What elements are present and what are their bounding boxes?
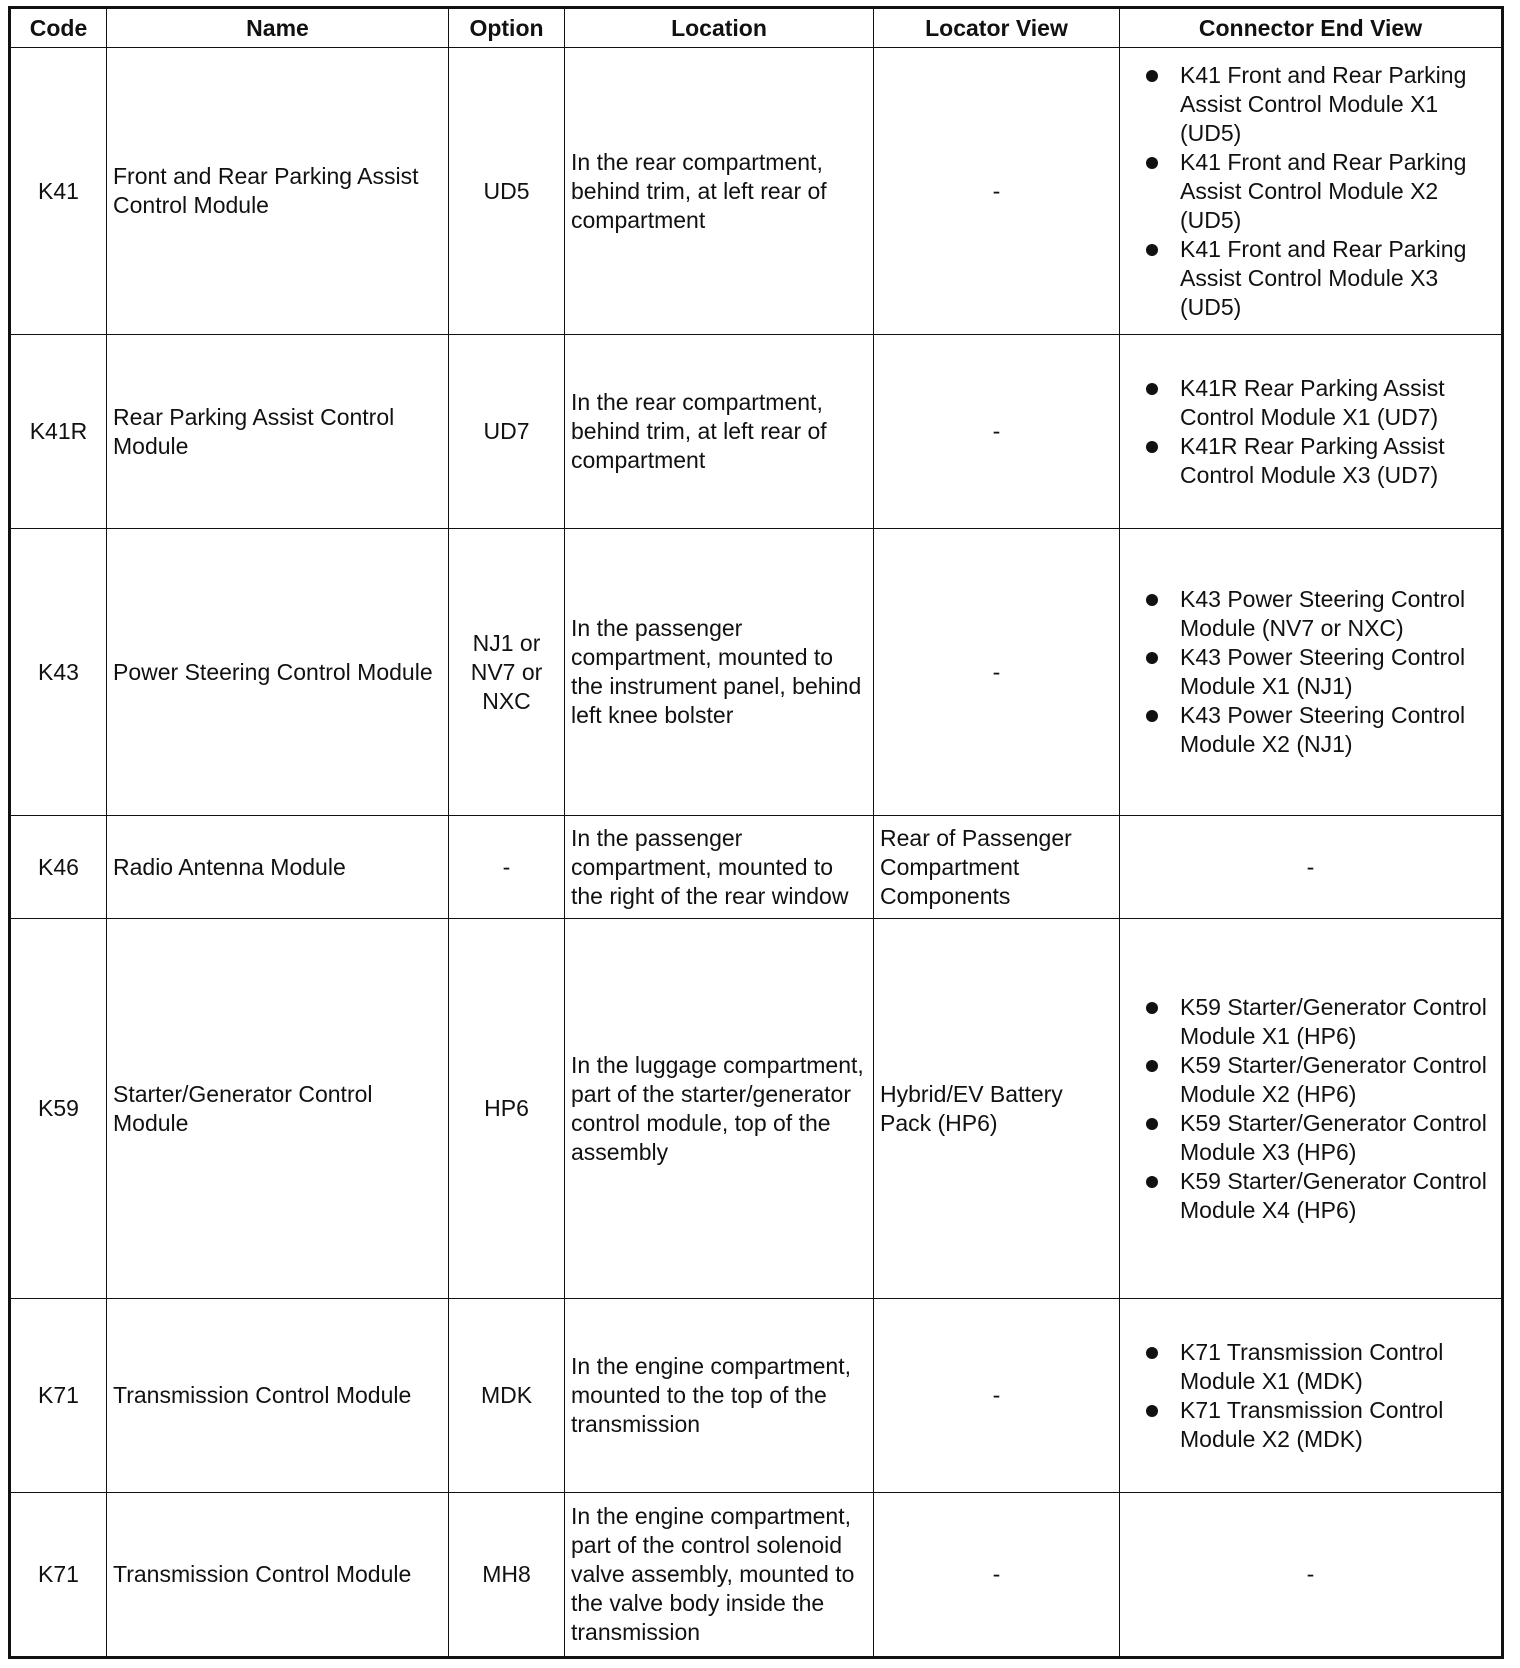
option-cell: MDK	[449, 1299, 565, 1493]
connector-link[interactable]: K59 Starter/Generator Control Module X1 (HP6)	[1140, 993, 1495, 1051]
connector-link[interactable]: K71 Transmission Control Module X2 (MDK)	[1140, 1396, 1495, 1454]
connector-link[interactable]: K41R Rear Parking Assist Control Module X3 (UD7)	[1140, 432, 1495, 490]
locator-view-link[interactable]: Hybrid/EV Battery Pack (HP6)	[874, 919, 1120, 1299]
option-cell: UD5	[449, 48, 565, 335]
locator-view-cell: -	[874, 335, 1120, 529]
table-row	[10, 816, 1503, 919]
name-cell: Power Steering Control Module	[107, 529, 449, 816]
location-cell: In the rear compartment, behind trim, at left rear of compartment	[565, 48, 874, 335]
code-cell: K41R	[10, 335, 107, 529]
option-cell: HP6	[449, 919, 565, 1299]
code-cell: K59	[10, 919, 107, 1299]
connector-link[interactable]: K59 Starter/Generator Control Module X2 (HP6)	[1140, 1051, 1495, 1109]
connector-link[interactable]: K59 Starter/Generator Control Module X4 (HP6)	[1140, 1167, 1495, 1225]
option-cell: -	[449, 816, 565, 919]
name-cell: Front and Rear Parking Assist Control Module	[107, 48, 449, 335]
location-cell: In the rear compartment, behind trim, at left rear of compartment	[565, 335, 874, 529]
connector-end-view-cell: -	[1120, 816, 1503, 919]
connector-end-view-cell	[1120, 1299, 1503, 1493]
connector-list	[1140, 993, 1495, 1225]
locator-view-cell: -	[874, 1493, 1120, 1658]
location-cell: In the engine compartment, mounted to the top of the transmission	[565, 1299, 874, 1493]
connector-list	[1140, 61, 1495, 322]
option-cell: UD7	[449, 335, 565, 529]
connector-end-view-cell: -	[1120, 1493, 1503, 1658]
component-locator-table	[8, 6, 1504, 1659]
connector-link[interactable]: K41 Front and Rear Parking Assist Control Module X2 (UD5)	[1140, 148, 1495, 235]
connector-end-view-cell	[1120, 529, 1503, 816]
code-cell: K71	[10, 1299, 107, 1493]
connector-link[interactable]: K41 Front and Rear Parking Assist Control Module X1 (UD5)	[1140, 61, 1495, 148]
header-name: Name	[107, 8, 449, 48]
header-locator-view: Locator View	[874, 8, 1120, 48]
table-row	[10, 48, 1503, 335]
connector-list	[1140, 374, 1495, 490]
header-row	[10, 8, 1503, 48]
connector-link[interactable]: K43 Power Steering Control Module X1 (NJ1)	[1140, 643, 1495, 701]
connector-end-view-cell	[1120, 48, 1503, 335]
table-row	[10, 529, 1503, 816]
table-row	[10, 1299, 1503, 1493]
header-code: Code	[10, 8, 107, 48]
connector-link[interactable]: K41R Rear Parking Assist Control Module X1 (UD7)	[1140, 374, 1495, 432]
name-cell: Starter/Generator Control Module	[107, 919, 449, 1299]
location-cell: In the passenger compartment, mounted to the right of the rear window	[565, 816, 874, 919]
component-table-page	[8, 6, 1504, 1659]
table-row	[10, 919, 1503, 1299]
connector-link[interactable]: K71 Transmission Control Module X1 (MDK)	[1140, 1338, 1495, 1396]
name-cell: Transmission Control Module	[107, 1493, 449, 1658]
connector-list	[1140, 1338, 1495, 1454]
connector-end-view-cell	[1120, 335, 1503, 529]
connector-link[interactable]: K41 Front and Rear Parking Assist Control Module X3 (UD5)	[1140, 235, 1495, 322]
code-cell: K41	[10, 48, 107, 335]
location-cell: In the passenger compartment, mounted to the instrument panel, behind left knee bolster	[565, 529, 874, 816]
connector-list	[1140, 585, 1495, 759]
connector-end-view-cell	[1120, 919, 1503, 1299]
locator-view-link[interactable]: Rear of Passenger Compartment Components	[874, 816, 1120, 919]
code-cell: K46	[10, 816, 107, 919]
option-cell: MH8	[449, 1493, 565, 1658]
header-location: Location	[565, 8, 874, 48]
connector-link[interactable]: K43 Power Steering Control Module (NV7 or NXC)	[1140, 585, 1495, 643]
locator-view-cell: -	[874, 1299, 1120, 1493]
location-cell: In the engine compartment, part of the control solenoid valve assembly, mounted to the valve body inside the transmission	[565, 1493, 874, 1658]
name-cell: Rear Parking Assist Control Module	[107, 335, 449, 529]
table-row	[10, 1493, 1503, 1658]
code-cell: K43	[10, 529, 107, 816]
code-cell: K71	[10, 1493, 107, 1658]
location-cell: In the luggage compartment, part of the starter/generator control module, top of the assembly	[565, 919, 874, 1299]
connector-link[interactable]: K59 Starter/Generator Control Module X3 (HP6)	[1140, 1109, 1495, 1167]
locator-view-cell: -	[874, 48, 1120, 335]
name-cell: Radio Antenna Module	[107, 816, 449, 919]
header-option: Option	[449, 8, 565, 48]
locator-view-cell: -	[874, 529, 1120, 816]
name-cell: Transmission Control Module	[107, 1299, 449, 1493]
option-cell: NJ1 or NV7 or NXC	[449, 529, 565, 816]
table-row	[10, 335, 1503, 529]
header-connector-end-view: Connector End View	[1120, 8, 1503, 48]
connector-link[interactable]: K43 Power Steering Control Module X2 (NJ1)	[1140, 701, 1495, 759]
